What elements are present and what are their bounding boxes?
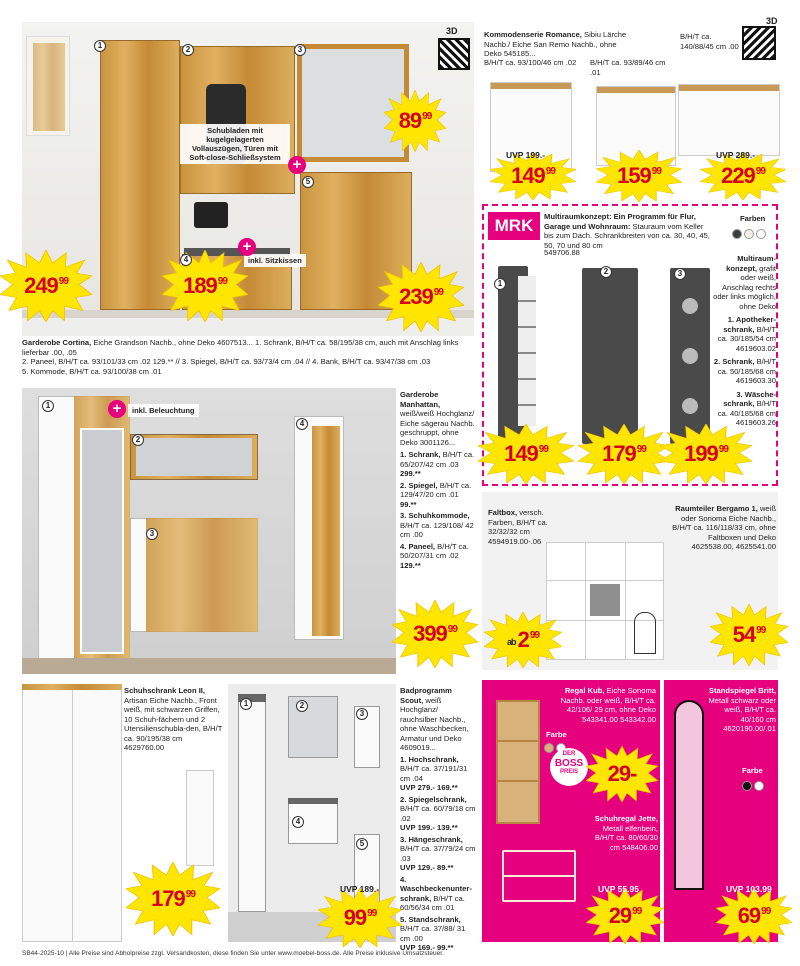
3d-badge: 3D — [766, 16, 778, 26]
romance-title: Kommodenserie Romance, Sibiu Lärche Nachb./ Eiche San Remo Nachb., ohne Deko 545185... — [484, 30, 627, 58]
faltbox-image — [590, 584, 620, 616]
uvp-label: UVP 289.- — [716, 150, 756, 160]
mrk-side-text: Multiraum-konzept, grafit oder weiß, Anschlag rechts oder links möglich, ohne Deko 1. Apotheker-schrank, B/H/T ca. 30/185/54 cm 4619603.02 2. Schrank, B/H/T ca. 50/185/68 cm 4619603.30 3. Wäsche-schrank, B/H/T ca. 40/185/68 cm 4619603.26 — [713, 254, 776, 427]
number-4: 4 — [292, 816, 304, 828]
regal-kub-image — [496, 700, 540, 824]
schuhschrank-open-image — [186, 770, 214, 866]
footer-legal: SB44-2025-10 | Alle Preise sind Abholpreise zzgl. Versandkosten, diese finden Sie unter www.moebel-boss.de. Alle Preise inklusive Umsatzsteuer. — [22, 950, 444, 957]
number-1: 1 — [94, 40, 106, 52]
farben-label: Farben — [740, 214, 766, 223]
plus-icon: + — [238, 238, 256, 256]
mrk-headline: Multiraumkonzept: Ein Programm für Flur, Garage und Wohnraum: Stauraum vom Keller bis zum Dach. Schrankbreiten von ca. 30, 40, 45, 50, 70 und 80 cm — [544, 212, 710, 250]
number-5: 5 — [302, 176, 314, 188]
handbag-image — [194, 202, 228, 228]
number-3: 3 — [146, 528, 158, 540]
uvp-label: UVP 189.- — [340, 884, 380, 894]
panel-garderobe-manhattan — [22, 388, 396, 674]
uvp-label: UVP 55.95 — [598, 884, 639, 894]
price-burst: 29 - — [586, 746, 658, 802]
price-burst: 149 $^{99}$ — [490, 152, 576, 200]
number-1: 1 — [240, 698, 252, 710]
number-3: 3 — [674, 268, 686, 280]
callout-beleuchtung: inkl. Beleuchtung — [128, 404, 199, 417]
romance-dim-1: B/H/T ca. 93/100/46 cm .02 — [484, 58, 577, 67]
romance-dim-2: B/H/T ca. 93/89/46 cm .01 — [590, 58, 666, 77]
number-1: 1 — [494, 278, 506, 290]
callout-sitzkissen: inkl. Sitzkissen — [244, 254, 306, 267]
price-burst-3: 89 $^{99}$ — [384, 90, 446, 152]
uvp-label: UVP 103.99 — [726, 884, 772, 894]
price-burst-4: 189 $^{99}$ — [162, 250, 248, 322]
plus-icon: + — [288, 156, 306, 174]
price-burst: 179 $^{99}$ — [126, 862, 220, 936]
mrk-logo: MRK — [488, 212, 540, 240]
price-burst: ab 2 $^{99}$ — [484, 612, 562, 668]
number-4: 4 — [180, 254, 192, 266]
leon-description: Schuhschrank Leon II, Artisan Eiche Nachb., Front weiß, mit schwarzen Griffen, 10 Schuh-fächern und 2 Utensilienschubla-den, B/H/T ca. 90/195/38 cm 4629760.00 — [124, 686, 223, 752]
price-burst: 69 $^{99}$ — [716, 888, 792, 944]
farbe-label: Farbe — [742, 766, 763, 775]
lantern-image — [634, 612, 656, 654]
hochschrank-image — [238, 694, 266, 912]
scout-description: Badprogramm Scout, weiß Hochglanz/ rauchsilber Nachb., ohne Waschbecken, Armatur und Deko 4609019... 1. Hochschrank, B/H/T ca. 37/191/31 cm .04 UVP 279.- 169.** 2. Spiegelschrank, B/H/T ca. 60/79/18 cm .02 UVP 199.- 139.** 3. Hängeschrank, B/H/T ca. 37/79/24 cm .03 UVP 129.- 89.** 4. Waschbeckenunter-schrank, B/H/T ca. 60/56/34 cm .01 5. Standschrank, B/H/T ca. 37/88/ 31 cm .00 UVP 169.- 99.** — [400, 686, 476, 952]
number-2: 2 — [600, 266, 612, 278]
number-4: 4 — [296, 418, 308, 430]
qr-code-icon — [742, 26, 776, 60]
number-5: 5 — [356, 838, 368, 850]
price-burst: 229 $^{99}$ — [700, 152, 786, 200]
manhattan-description: Garderobe Manhattan, weiß/weiß Hochglanz/ Eiche sägerau Nachb. geschruppt, ohne Deko 3001126... 1. Schrank, B/H/T ca. 65/207/42 cm .03 299.** 2. Spiegel, B/H/T ca. 129/47/20 cm .01 99.** 3. Schuhkommode, B/H/T ca. 129/108/ 42 cm .00 4. Paneel, B/H/T ca. 50/207/31 cm .02 129.** — [400, 390, 475, 570]
schuhregal-description: Schuhregal Jette, Metall elfenbein, B/H/T ca. 80/60/30 cm 548406.00 — [594, 814, 658, 852]
farbe-label: Farbe — [546, 730, 567, 739]
standspiegel-image — [674, 700, 704, 890]
number-2: 2 — [132, 434, 144, 446]
price-burst: 29 $^{99}$ — [586, 888, 664, 944]
3d-badge: 3D — [446, 26, 458, 36]
color-swatches — [730, 226, 766, 244]
price-burst-5: 239 $^{99}$ — [378, 262, 464, 332]
number-1: 1 — [42, 400, 54, 412]
price-burst-4: 99 $^{99}$ — [318, 888, 402, 948]
cortina-description: Garderobe Cortina, Eiche Grandson Nachb., ohne Deko 4607513... 1. Schrank, B/H/T ca. 58/195/38 cm, auch mit Anschlag links lieferbar .00, .05 2. Paneel, B/H/T ca. 93/101/33 cm .02 129.** // 3. Spiegel, B/H/T ca. 93/73/4 cm .04 // 4. Bank, B/H/T ca. 93/47/38 cm .03 5. Kommode, B/H/T ca. 93/100/38 cm .01 — [22, 338, 459, 376]
price-burst: 159 $^{99}$ — [596, 150, 682, 202]
schrank-image — [582, 268, 638, 444]
inset-wardrobe-image — [26, 36, 70, 136]
price-burst-1: 249 $^{99}$ — [0, 250, 92, 322]
color-swatches — [740, 778, 764, 796]
price-burst: 54 $^{99}$ — [710, 604, 788, 666]
number-3: 3 — [356, 708, 368, 720]
romance-dim-3: B/H/T ca. 140/88/45 cm .00 — [680, 32, 739, 51]
callout-schubladen: Schubladen mit kugelgelagerten Vollauszügen, Türen mit Soft-close-Schließsystem — [180, 124, 290, 164]
mrk-article: 549706.88 — [544, 248, 580, 257]
romance-kommode-3-image — [678, 84, 780, 156]
number-3: 3 — [294, 44, 306, 56]
plus-icon: + — [108, 400, 126, 418]
qr-code-icon — [438, 38, 470, 70]
number-2: 2 — [182, 44, 194, 56]
price-burst: 179 $^{99}$ — [578, 424, 670, 484]
number-2: 2 — [296, 700, 308, 712]
price-burst-3: 399 $^{99}$ — [392, 600, 478, 668]
regal-kub-description: Regal Kub, Eiche Sonoma Nachb. oder weiß, B/H/T ca. 42/106/ 29 cm, ohne Deko 543341.00 543342.00 — [560, 686, 656, 724]
price-burst: 199 $^{99}$ — [660, 424, 752, 484]
uvp-label: UVP 199.- — [506, 150, 546, 160]
boss-preis-badge: DER BOSS PREIS — [550, 748, 588, 786]
faltbox-description: Faltbox, versch. Farben, B/H/T ca. 32/32/32 cm 4594919.00-.06 — [488, 508, 548, 546]
britt-description: Standspiegel Britt, Metall schwarz oder weiß, B/H/T ca. 40/160 cm 4620190.00/.01 — [708, 686, 776, 733]
price-burst: 149 $^{99}$ — [478, 424, 574, 484]
regal-description: Raumteiler Bergamo 1, weiß oder Sonoma Eiche Nachb., B/H/T ca. 116/118/33 cm, ohne Faltboxen und Deko 4625538.00, 4625541.00 — [672, 504, 776, 551]
